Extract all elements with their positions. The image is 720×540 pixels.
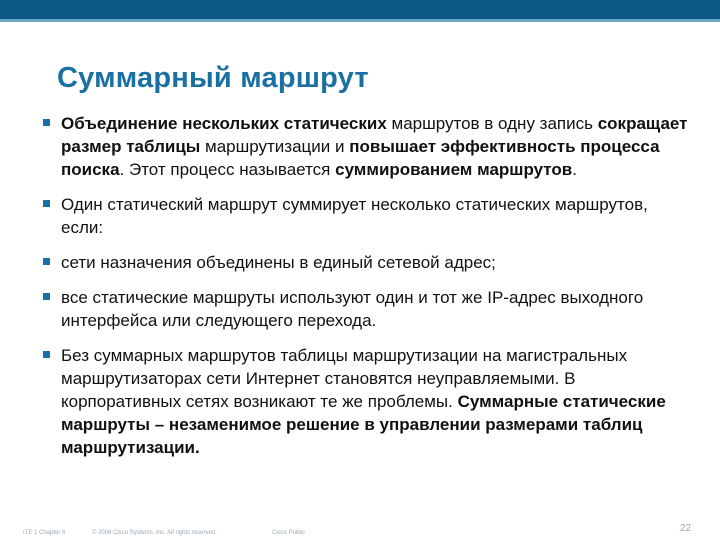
top-banner [0,0,720,19]
bullet-bold-text: повышает эффективность процесса поиска [61,137,660,179]
bullet-text: все статические маршруты используют один и тот же IP-адрес выходного интерфейса или следующего перехода. [61,288,644,330]
footer-copyright: © 2006 Cisco Systems, Inc. All rights reserved. [92,530,217,536]
bullet-text: Один статический маршрут суммирует несколько статических маршрутов, если: [61,195,648,237]
bullet-bold-text: Объединение нескольких статических [61,114,387,133]
bullet-text: маршрутов в одну запись [386,114,598,133]
bullet-item [43,344,693,459]
footer-classification: Cisco Public [272,530,306,536]
page-number: 22 [680,523,692,534]
bullet-text: сети назначения объединены в единый сетевой адрес; [61,253,496,272]
bullet-item [43,193,693,239]
bullet-item [43,251,693,274]
bullet-item [43,112,693,181]
bullet-text: . Этот процесс называется [119,160,336,179]
slide-footer [0,530,720,540]
footer-chapter: ITE 1 Chapter 6 [23,530,66,536]
bullet-square-icon [43,119,50,126]
bullet-list [43,112,693,471]
bullet-bold-text: Суммарные статические маршруты – незаменимое решение в управлении размерами таблиц маршрутизации. [61,392,666,457]
bullet-bold-text: суммированием маршрутов [335,160,573,179]
bullet-square-icon [43,258,50,265]
bullet-text: . [572,160,577,179]
bullet-square-icon [43,293,50,300]
bullet-text: маршрутизации и [200,137,350,156]
bullet-bold-text: сокращает размер таблицы [61,114,688,156]
slide-title: Суммарный маршрут [57,62,369,94]
bullet-square-icon [43,351,50,358]
bullet-text: Без суммарных маршрутов таблицы маршрутизации на магистральных маршрутизаторах сети Интернет становятся неуправляемыми. В корпоративных сетях возникают те же проблемы. [61,346,628,411]
bullet-item [43,286,693,332]
top-banner-stripe [0,19,720,22]
bullet-square-icon [43,200,50,207]
